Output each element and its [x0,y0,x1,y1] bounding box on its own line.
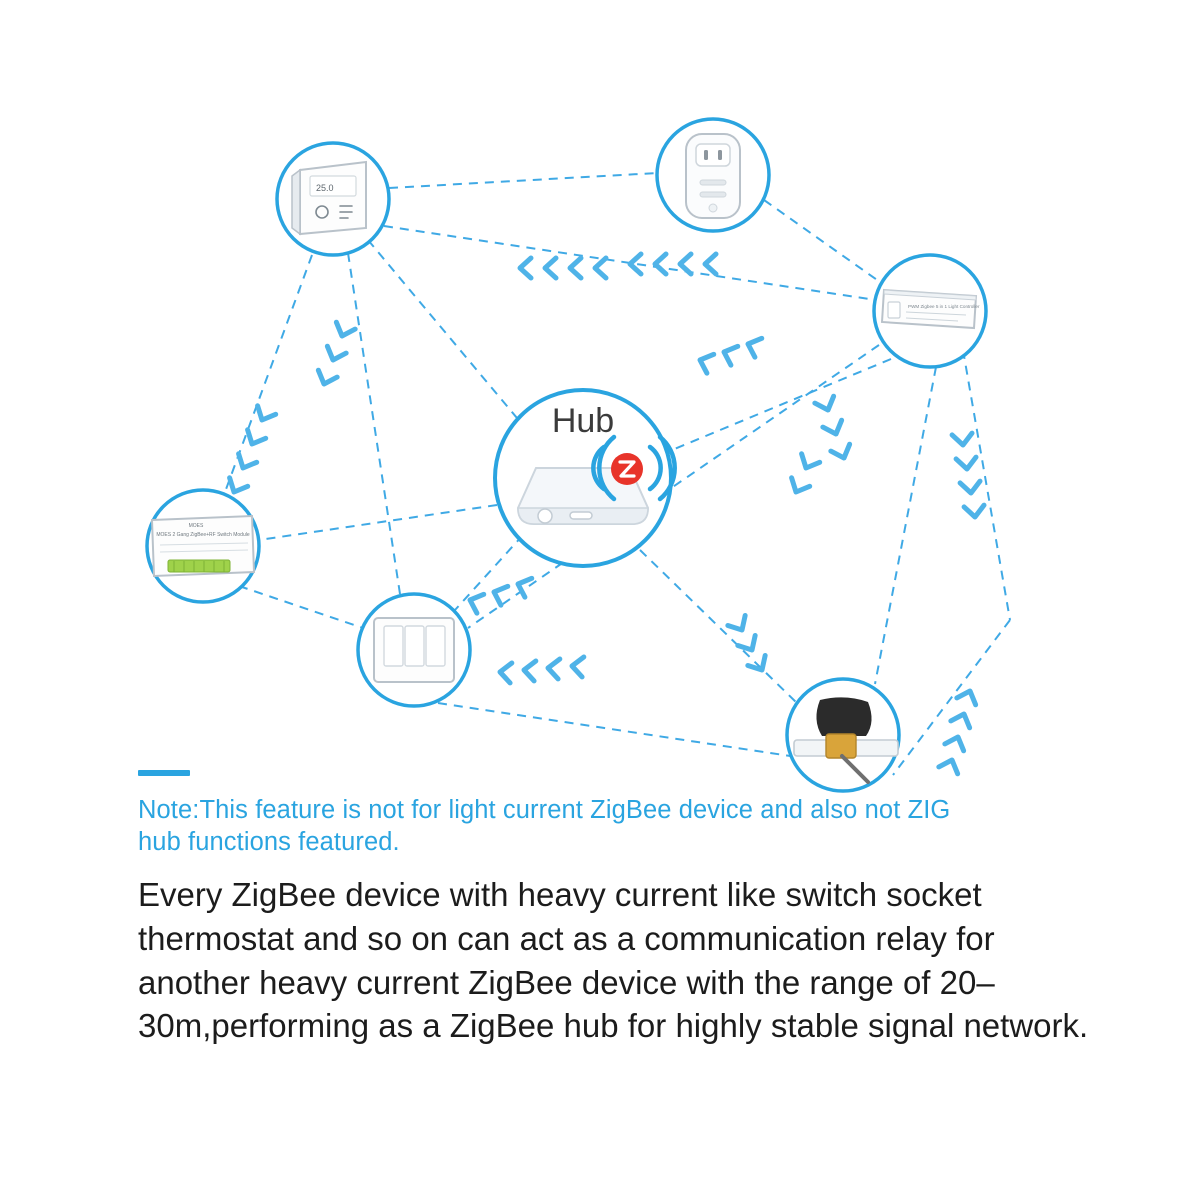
node-wall-thermostat-panel[interactable] [277,143,389,255]
caption-block [138,770,1118,1048]
body-text: Every ZigBee device with heavy current like switch socket thermostat and so on can act as a communication relay for another heavy current ZigBee device with the range of 20–30m,performing as a ZigBee hub for highly stable signal network. [138,875,1089,1045]
switch-module-icon [152,516,254,576]
hub-node[interactable] [495,390,675,566]
note-text: Note:This feature is not for light current ZigBee device and also not ZIG hub functions featured. [138,796,951,857]
switch-module-caption: MOES 2 Gang ZigBee+RF Switch Module [156,532,250,538]
node-smart-plug-socket[interactable] [657,119,769,231]
node-wall-light-switch[interactable] [358,594,470,706]
led-controller-caption: PWM Zigbee 5 in 1 Light Controller [908,304,980,309]
led-controller-icon [882,290,980,328]
svg-text:MOES: MOES [188,523,204,529]
svg-text:25.0: 25.0 [316,183,334,193]
wall-switch-icon [374,618,454,682]
node-zigbee-led-light-controller[interactable] [874,255,986,367]
zigbee-badge-icon [611,453,643,485]
node-zigbee-rf-switch-module[interactable] [147,490,259,602]
hub-label: Hub [551,402,615,440]
accent-divider [138,770,190,776]
wall-thermostat-icon [292,162,366,234]
smart-plug-icon [686,134,740,218]
